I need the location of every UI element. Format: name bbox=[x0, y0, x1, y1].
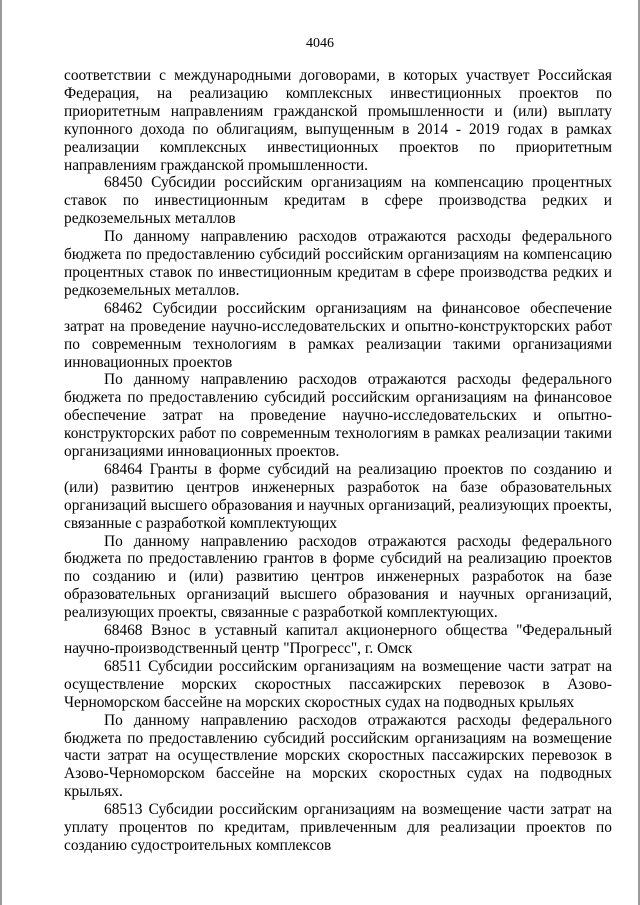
section-heading-68464: 68464 Гранты в форме субсидий на реализацию проектов по созданию и (или) развитию центров инженерных разработок на базе образовательных организаций высшего образования и научных организаций, реализующих проекты, связанные с разработкой комплектующих bbox=[64, 460, 612, 532]
section-heading-68511: 68511 Субсидии российским организациям на возмещение части затрат на осуществление морских скоростных пассажирских перевозок в Азово-Черноморском бассейне на морских скоростных судах на подводных крыльях bbox=[64, 657, 612, 711]
document-body bbox=[64, 67, 612, 855]
paragraph: По данному направлению расходов отражаются расходы федерального бюджета по предоставлению субсидий российским организациям на компенсацию процентных ставок по инвестиционным кредитам в сфере производства редких и редкоземельных металлов. bbox=[64, 228, 612, 299]
paragraph: По данному направлению расходов отражаются расходы федерального бюджета по предоставлению субсидий российским организациям на возмещение части затрат на осуществление морских скоростных пассажирских перевозок в Азово-Черноморском бассейне на морских скоростных судах на подводных крыльях. bbox=[64, 711, 612, 801]
section-heading-68462: 68462 Субсидии российским организациям на финансовое обеспечение затрат на проведение научно-исследовательских и опытно-конструкторских работ по современным технологиям в рамках реализации такими организациями инновационных проектов bbox=[64, 299, 612, 371]
paragraph: По данному направлению расходов отражаются расходы федерального бюджета по предоставлению грантов в форме субсидий на реализацию проектов по созданию и (или) развитию центров инженерных разработок на базе образовательных организаций высшего образования и научных организаций, реализующих проекты, связанные с разработкой комплектующих. bbox=[64, 532, 612, 622]
paragraph: По данному направлению расходов отражаются расходы федерального бюджета по предоставлению субсидий российским организациям на финансовое обеспечение затрат на проведение научно-исследовательских и опытно-конструкторских работ по современным технологиям в рамках реализации такими организациями инновационных проектов. bbox=[64, 371, 612, 461]
section-heading-68513: 68513 Субсидии российским организациям на возмещение части затрат на уплату процентов по кредитам, привлеченным для реализации проектов по созданию судостроительных комплексов bbox=[64, 801, 612, 854]
paragraph: соответствии с международными договорами, в которых участвует Российская Федерация, на реализацию комплексных инвестиционных проектов по приоритетным направлениям гражданской промышленности и (или) выплату купонного дохода по облигациям, выпущенным в 2014 - 2019 годах в рамках реализации комплексных инвестиционных проектов по приоритетным направлениям гражданской промышленности. bbox=[64, 67, 612, 174]
page-number: 4046 bbox=[306, 36, 334, 51]
section-heading-68450: 68450 Субсидии российским организациям на компенсацию процентных ставок по инвестиционным кредитам в сфере производства редких и редкоземельных металлов bbox=[64, 174, 612, 228]
section-heading-68468: 68468 Взнос в уставный капитал акционерного общества "Федеральный научно-производственный центр "Прогресс", г. Омск bbox=[64, 622, 612, 657]
